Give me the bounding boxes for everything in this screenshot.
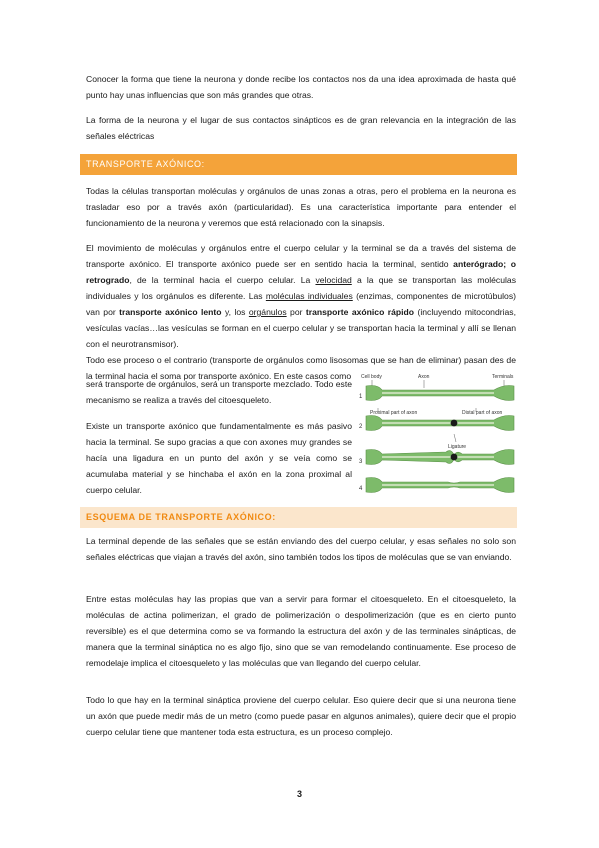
page-number: 3 — [296, 789, 302, 799]
neuron-row-4 — [366, 478, 514, 493]
section2-paragraph-3: Todo lo que hay en la terminal sináptica proviene del cuerpo celular. Eso quiere decir que si una neurona tiene un axón que puede medir más de un metro (como puede pasar en algunos animales), quiere decir que el propio cuerpo celular tiene que mantener toda esta estructura, es un proceso complejo. — [86, 695, 516, 737]
neuron-row-3 — [366, 450, 514, 465]
section2-paragraph-2: Entre estas moléculas hay las propias que van a servir para formar el citoesqueleto. En el citoesqueleto, la moléculas de actina polimerizan, el grado de polimerización o despolimerización (que es en cierto punto reversible) es el que determina como se va formando la estructura del axón y de las terminales sinápticas, de manera que la terminal sináptica no es algo fijo, sino que se van remodelando continuamente. Ese proceso de remodelaje implica el citoesqueleto y las moléculas que van llegando del cuerpo celular. — [86, 594, 516, 668]
row-number-1: 1 — [359, 394, 363, 400]
section1-paragraph-4: Existe un transporte axónico que fundamentalmente es más pasivo hacia la terminal. Se supo gracias a que con axones muy grandes se hacía una ligadura en un punto del axón y se veía como se acumulaba material y se hinchaba el axón en la zona proximal al cuerpo celular. — [86, 421, 352, 495]
section1-paragraph-3: será transporte de orgánulos, será un transporte mezclado. Todo este mecanismo se realiza a través del citoesqueleto. — [86, 379, 352, 405]
pointer-ligature — [454, 434, 456, 442]
label-cell-body: Cell body — [361, 374, 382, 380]
section1-paragraph-1: Todas la células transportan moléculas y orgánulos de unas zonas a otras, pero el problema en la neurona es trasladar eso por a través axón (particularidad). Es una característica importante para entender el funcionamiento de la neurona y veremos que está relacionado con la sinapsis. — [86, 186, 516, 228]
label-axon: Axon — [418, 374, 430, 380]
row-number-2: 2 — [359, 424, 363, 430]
section2-paragraph-1: La terminal depende de las señales que se están enviando des del cuerpo celular, y esas señales no solo son señales eléctricas que viajan a través del axón, sino también todos los tipos de moléculas que se van enviando. — [86, 536, 516, 562]
label-terminals: Terminals — [492, 374, 514, 380]
ligature-knot-3 — [451, 454, 458, 461]
intro-paragraph-2: La forma de la neurona y el lugar de sus contactos sinápticos es de gran relevancia en la integración de las señales eléctricas — [86, 115, 516, 141]
row-number-4: 4 — [359, 486, 363, 492]
label-ligature: Ligature — [448, 444, 467, 450]
neuron-row-1 — [366, 386, 514, 401]
neuron-row-2 — [366, 416, 514, 431]
row-number-3: 3 — [359, 459, 363, 465]
intro-paragraph-1: Conocer la forma que tiene la neurona y donde recibe los contactos nos da una idea aproximada de hasta qué punto hay unas influencias que son más grandes que otras. — [86, 74, 516, 100]
section-heading-transporte-axonico: TRANSPORTE AXÓNICO: — [80, 154, 517, 175]
section-heading-esquema: ESQUEMA DE TRANSPORTE AXÓNICO: — [80, 507, 517, 528]
ligature-knot-2 — [451, 420, 458, 427]
section1-paragraph-2: El movimiento de moléculas y orgánulos entre el cuerpo celular y la terminal se da a través del sistema de transporte axónico. El transporte axónico puede ser en sentido hacia la terminal, sentido anterógrado; o retrogrado, de la terminal hacia el cuerpo celular. La velocidad a la que se transportan las moléculas individuales y los orgánulos es diferente. Las moléculas individuales (enzimas, componentes de microtúbulos) van por transporte axónico lento y, los orgánulos por transporte axónico rápido (incluyendo mitocondrias, vesículas vacías…las vesículas se forman en el cuerpo celular y se transportan hacia la terminal y allí se llenan con el neurotransmisor). Todo ese proceso o el contrario (transporte de orgánulos como lisosomas que se han de eliminar) pasan des de la terminal hacia el soma por transporte axónico. En este casos como — [86, 243, 516, 381]
label-distal: Distal part of axon — [462, 410, 503, 416]
label-proximal: Proximal part of axon — [370, 410, 418, 416]
axonal-transport-ligature-figure — [358, 372, 518, 500]
